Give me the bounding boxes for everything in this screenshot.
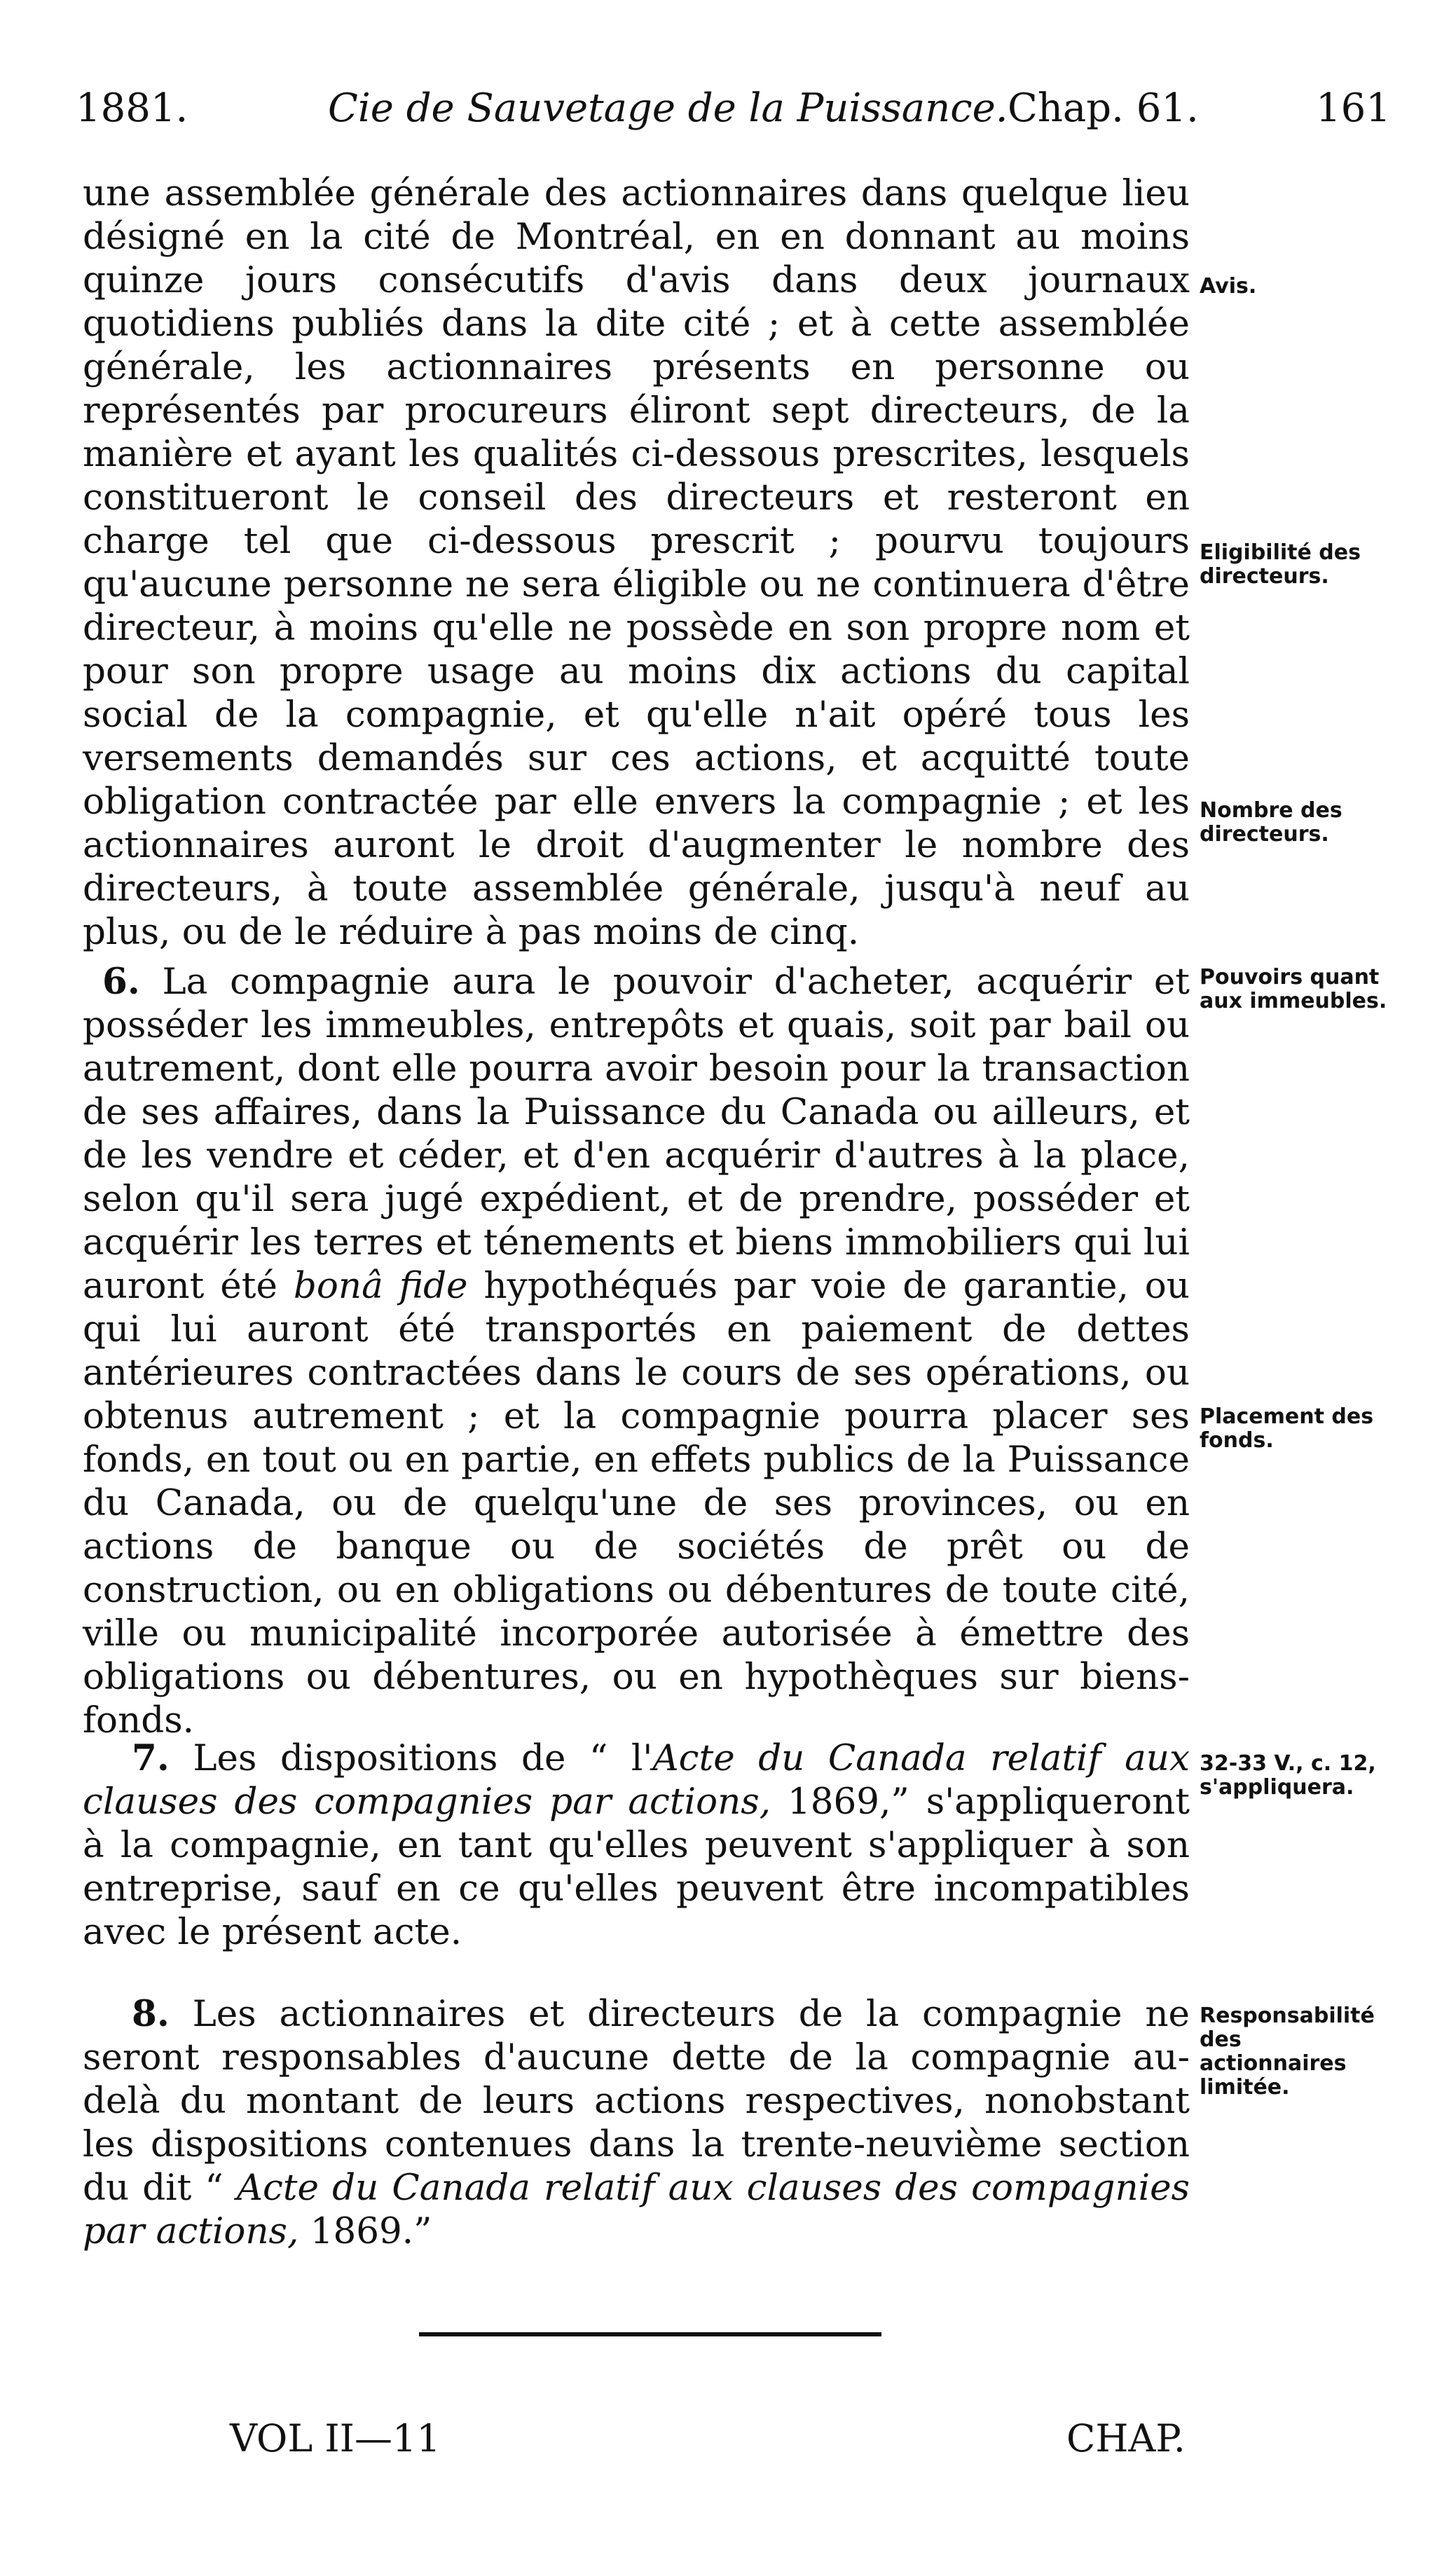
header-chapter: Chap. 61. (1008, 85, 1199, 131)
header-year: 1881. (76, 85, 188, 131)
footer-catchword: CHAP. (1066, 2416, 1186, 2460)
section-7-text-after: 1869,” s'appliqueront à la compagnie, en tant qu'elles peuvent s'appliquer à son entreprise, sauf en ce qu'elles peuvent être incompatibles avec le présent acte. (83, 1781, 1190, 1953)
margin-note-statute: 32-33 V., c. 12, s'appliquera. (1200, 1751, 1376, 1800)
section-8-text-before: Les actionnaires et directeurs de la compagnie ne seront responsables d'aucune dette de la compagnie au-delà du montant de leurs actions respectives, nonobstant les dispositions contenues dans la trente-neuvième section du dit “ (83, 1993, 1190, 2209)
section-8-text-after: 1869.” (310, 2210, 432, 2252)
continuation-paragraph: une assemblée générale des actionnaires dans quelque lieu désigné en la cité de Montréal, en en donnant au moins quinze jours consécutifs d'avis dans deux journaux quotidiens publiés dans la dite cité ; et à cette assemblée générale, les actionnaires présents en personne ou représentés par procureurs éliront sept directeurs, de la manière et ayant les qualités ci-dessous prescrites, lesquels constitueront le conseil des directeurs et resteront en charge tel que ci-dessous prescrit ; pourvu toujours qu'aucune personne ne sera éligible ou ne continuera d'être directeur, à moins qu'elle ne possède en son propre nom et pour son propre usage au moins dix actions du capital social de la compagnie, et qu'elle n'ait opéré tous les versements demandés sur ces actions, et acquitté toute obligation contractée par elle envers la compagnie ; et les actionnaires auront le droit d'augmenter le nombre des directeurs, à toute assemblée générale, jusqu'à neuf au plus, ou de le réduire à pas moins de cinq. (83, 172, 1190, 953)
section-7-number: 7. (132, 1737, 170, 1779)
section-6-text: La compagnie aura le pouvoir d'acheter, acquérir et posséder les immeubles, entrepôts et quais, soit par bail ou autrement, dont elle pourra avoir besoin pour la transaction de ses affaires, dans la Puissance du Canada ou ailleurs, et de les vendre et céder, et d'en acquérir d'autres à la place, selon qu'il sera jugé expédient, et de prendre, posséder et acquérir les terres et ténements et biens immobiliers qui lui auront été (83, 961, 1190, 1307)
section-8 (83, 1992, 1190, 2253)
section-7-text-before: Les dispositions de “ l' (193, 1737, 653, 1779)
section-6-italic: bonâ fide (293, 1265, 468, 1307)
page-number: 161 (1316, 85, 1391, 131)
closing-rule (419, 2332, 881, 2336)
section-8-number: 8. (132, 1993, 170, 2035)
margin-note-avis: Avis. (1200, 274, 1257, 299)
header-title: Cie de Sauvetage de la Puissance. (328, 85, 1008, 131)
margin-note-nombre: Nombre des directeurs. (1200, 798, 1342, 847)
section-7 (83, 1737, 1190, 1954)
section-7-italic: Acte du Canada relatif aux clauses des compagnies par actions, (83, 1737, 1190, 1823)
running-header (76, 85, 1391, 149)
section-8-italic: Acte du Canada relatif aux clauses des compagnies par actions, (83, 2167, 1190, 2252)
section-6-number: 6. (102, 961, 140, 1003)
section-6 (83, 960, 1190, 1742)
margin-note-responsabilite: Responsabilité des actionnaires limitée. (1200, 2004, 1375, 2100)
footer-volume: VOL II—11 (230, 2416, 441, 2460)
margin-note-eligibilite: Eligibilité des directeurs. (1200, 540, 1361, 589)
section-6-text-after: hypothéqués par voie de garantie, ou qui lui auront été transportés en paiement de dettes antérieures contractées dans le cours de ses opérations, ou obtenus autrement ; et la compagnie pourra placer ses fonds, en tout ou en partie, en effets publics de la Puissance du Canada, ou de quelqu'une de ses provinces, ou en actions de banque ou de sociétés de prêt ou de construction, ou en obligations ou débentures de toute cité, ville ou municipalité incorporée autorisée à émettre des obligations ou débentures, ou en hypothèques sur biens-fonds. (83, 1265, 1190, 1741)
margin-note-placement: Placement des fonds. (1200, 1404, 1374, 1453)
margin-note-pouvoirs: Pouvoirs quant aux immeubles. (1200, 965, 1387, 1013)
